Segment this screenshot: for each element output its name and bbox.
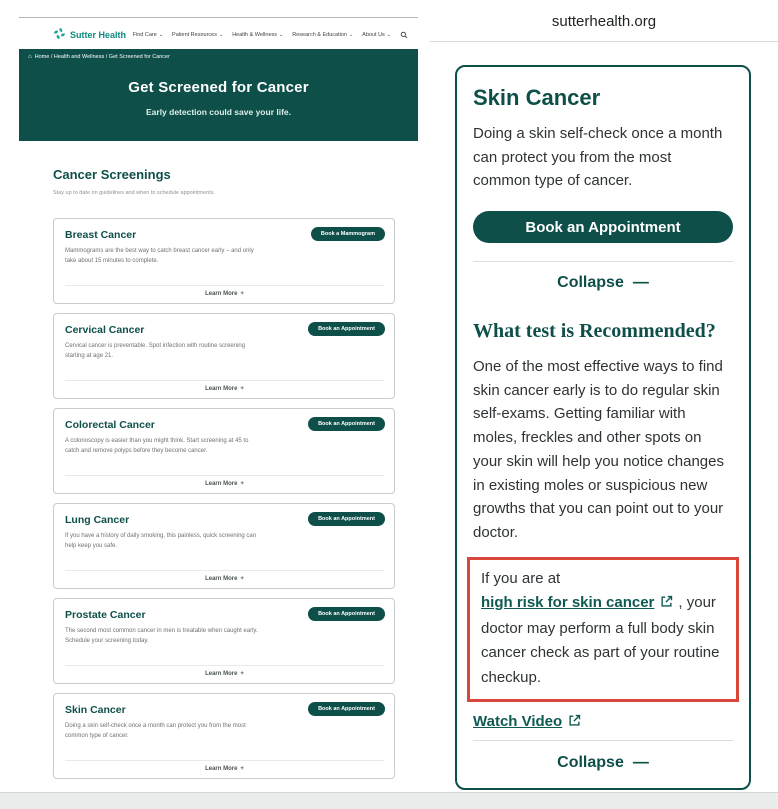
learn-more-label: Learn More	[205, 291, 238, 297]
card-title: Breast Cancer	[65, 229, 137, 241]
learn-more-toggle[interactable]	[65, 760, 384, 778]
plus-icon: +	[240, 481, 244, 487]
card-description: Mammograms are the best way to catch breast cancer early – and only take about 15 minutes to complete.	[65, 248, 254, 265]
screening-card-list	[53, 218, 395, 779]
home-icon: ⌂	[28, 54, 32, 60]
recommended-test-heading: What test is Recommended?	[473, 320, 716, 343]
bottom-strip	[0, 792, 778, 809]
card-title: Cervical Cancer	[65, 324, 145, 336]
plus-icon: +	[240, 766, 244, 772]
nav-label: Research & Education	[292, 31, 347, 38]
card-description: If you have a history of daily smoking, this painless, quick screening can help keep you safe.	[65, 533, 257, 550]
card-description: The second most common cancer in men is treatable when caught early. Schedule your screening today.	[65, 628, 258, 645]
nav-research-education[interactable]	[292, 32, 353, 38]
note-suffix: , your doctor may perform a full body skin cancer check as part of your routine checkup.	[481, 593, 720, 686]
collapse-toggle-top[interactable]	[473, 274, 733, 292]
high-risk-link-label: high risk for skin cancer	[481, 593, 655, 611]
plus-icon: +	[240, 291, 244, 297]
divider	[473, 261, 733, 262]
learn-more-toggle[interactable]	[65, 380, 384, 398]
panel-intro: Doing a skin self-check once a month can protect you from the most common type of cancer.	[473, 125, 723, 190]
page-title: Get Screened for Cancer	[128, 79, 309, 96]
skin-cancer-panel	[455, 65, 751, 790]
nav-about-us[interactable]	[362, 32, 391, 38]
hero-banner	[19, 64, 418, 141]
learn-more-label: Learn More	[205, 481, 238, 487]
minus-icon: —	[632, 754, 649, 771]
plus-icon: +	[240, 386, 244, 392]
site-url-label: sutterhealth.org	[551, 13, 657, 30]
website-screenshot	[19, 17, 418, 779]
learn-more-toggle[interactable]	[65, 665, 384, 683]
panel-title: Skin Cancer	[473, 85, 601, 110]
card-description: Doing a skin self-check once a month can protect you from the most common type of cancer.	[65, 723, 246, 740]
minus-icon: —	[632, 274, 649, 292]
note-prefix: If you are at	[481, 569, 561, 587]
plus-icon: +	[240, 671, 244, 677]
learn-more-label: Learn More	[205, 576, 238, 582]
site-header	[19, 18, 418, 49]
high-risk-link[interactable]	[481, 594, 678, 611]
card-cervical-cancer	[53, 313, 395, 399]
sutter-health-logo[interactable]	[53, 27, 126, 42]
book-appointment-button[interactable]: Book an Appointment	[308, 702, 385, 716]
card-title: Lung Cancer	[65, 514, 130, 526]
chevron-down-icon: ⌄	[158, 31, 164, 38]
nav-find-care[interactable]	[133, 32, 163, 38]
watch-video-row	[473, 713, 733, 732]
collapse-toggle-bottom[interactable]	[473, 754, 733, 772]
learn-more-toggle[interactable]	[65, 285, 384, 303]
chevron-down-icon: ⌄	[279, 31, 284, 38]
book-appointment-button[interactable]: Book an Appointment	[473, 211, 733, 243]
book-appointment-button[interactable]: Book an Appointment	[308, 322, 385, 336]
nav-label: Health & Wellness	[232, 31, 278, 38]
card-title: Prostate Cancer	[65, 609, 146, 621]
learn-more-label: Learn More	[205, 766, 238, 772]
external-link-icon	[659, 593, 674, 617]
chevron-down-icon: ⌄	[348, 31, 354, 38]
book-mammogram-button[interactable]: Book a Mammogram	[311, 227, 385, 241]
nav-patient-resources[interactable]	[172, 32, 223, 38]
main-nav	[133, 31, 408, 39]
page-subtitle: Early detection could save your life.	[145, 107, 292, 117]
collapse-label: Collapse	[557, 274, 624, 292]
brand-name: Sutter Health	[70, 29, 127, 40]
book-appointment-button[interactable]: Book an Appointment	[308, 607, 385, 621]
section-subtitle: Stay up to date on guidelines and when to schedule appointments.	[53, 190, 216, 196]
learn-more-label: Learn More	[205, 386, 238, 392]
card-description: A colonoscopy is easier than you might think. Start screening at 45 to catch and remove polyps before they become cancer.	[65, 438, 249, 455]
card-skin-cancer	[53, 693, 395, 779]
breadcrumb[interactable]	[19, 49, 418, 64]
book-appointment-button[interactable]: Book an Appointment	[308, 417, 385, 431]
watch-video-link[interactable]	[473, 713, 586, 730]
header-divider	[430, 41, 778, 42]
card-breast-cancer	[53, 218, 395, 304]
recommended-test-body: One of the most effective ways to find skin cancer early is to do regular skin self-exams. Getting familiar with moles, freckles and other spots on your skin will help you notice changes in existing moles or suspicious new growths that you can point out to your doctor.	[473, 358, 724, 541]
section-title: Cancer Screenings	[53, 167, 171, 182]
collapse-label: Collapse	[557, 754, 624, 771]
plus-icon: +	[240, 576, 244, 582]
card-description: Cervical cancer is preventable. Spot infection with routine screening starting at age 21.	[65, 343, 246, 360]
search-icon[interactable]	[400, 31, 408, 39]
learn-more-label: Learn More	[205, 671, 238, 677]
screenings-section	[19, 141, 418, 779]
zoom-panel	[430, 0, 778, 809]
chevron-down-icon: ⌄	[218, 31, 224, 38]
sutter-pinwheel-icon	[53, 27, 66, 42]
breadcrumb-trail: Home / Health and Wellness / Get Screened for Cancer	[34, 54, 170, 60]
watch-video-label: Watch Video	[473, 713, 563, 731]
nav-label: About Us	[362, 31, 385, 38]
chevron-down-icon: ⌄	[386, 31, 391, 38]
divider	[473, 740, 733, 741]
learn-more-toggle[interactable]	[65, 475, 384, 493]
external-link-icon	[567, 713, 582, 732]
nav-label: Find Care	[132, 31, 157, 38]
card-lung-cancer	[53, 503, 395, 589]
card-title: Skin Cancer	[65, 704, 126, 716]
nav-health-wellness[interactable]	[232, 32, 283, 38]
card-prostate-cancer	[53, 598, 395, 684]
card-colorectal-cancer	[53, 408, 395, 494]
card-title: Colorectal Cancer	[65, 419, 155, 431]
highlighted-note	[467, 557, 739, 702]
learn-more-toggle[interactable]	[65, 570, 384, 588]
book-appointment-button[interactable]: Book an Appointment	[308, 512, 385, 526]
nav-label: Patient Resources	[172, 31, 217, 38]
